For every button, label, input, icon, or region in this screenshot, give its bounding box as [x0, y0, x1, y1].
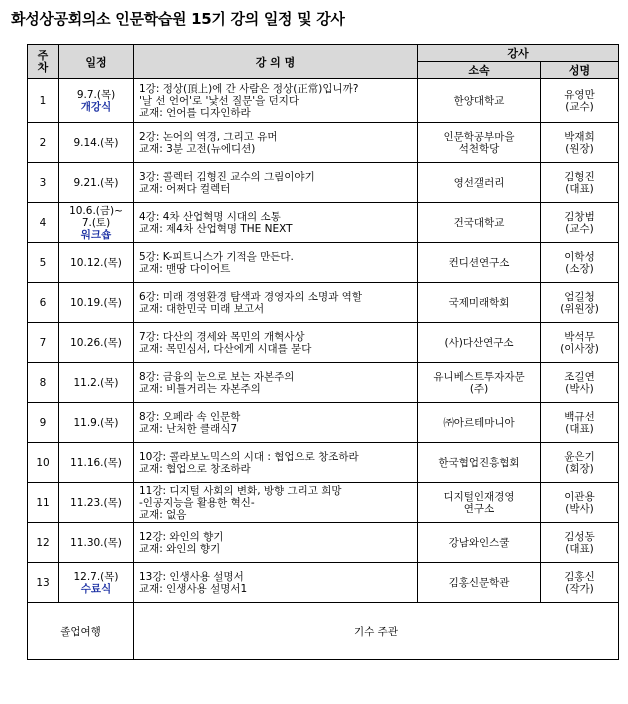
cell-line: (교수) — [565, 222, 594, 235]
cell-line: 백규선 — [564, 410, 595, 423]
affiliation-cell — [418, 243, 541, 283]
lecturer-name-cell — [541, 403, 619, 443]
lecture-cell — [134, 483, 418, 523]
lecture-cell — [134, 443, 418, 483]
cell-line: 윤은기 — [564, 450, 595, 463]
cell-line: 김형진 — [564, 170, 595, 183]
lecturer-name-cell — [541, 323, 619, 363]
event-note: 개강식 — [80, 100, 112, 113]
cell-line: 교재: 와인의 향기 — [139, 542, 221, 555]
cell-line: (위원장) — [560, 302, 599, 315]
cell-line: 10.26.(목) — [70, 336, 122, 349]
affiliation-cell — [418, 283, 541, 323]
lecturer-name-cell — [541, 203, 619, 243]
date-cell — [59, 563, 134, 603]
table-row — [28, 123, 619, 163]
cell-line: 교재: 맨땅 다이어트 — [139, 262, 231, 275]
date-cell — [59, 523, 134, 563]
cell-line: 박재희 — [564, 130, 595, 143]
table-row — [28, 163, 619, 203]
affiliation-cell — [418, 163, 541, 203]
cell-line: 11강: 디지털 사회의 변화, 방향 그리고 희망 — [139, 484, 342, 497]
cell-line: 2강: 논어의 역경, 그리고 유머 — [139, 130, 278, 143]
lecturer-name-cell — [541, 79, 619, 123]
header-date: 일정 — [59, 45, 134, 79]
table-row — [28, 283, 619, 323]
affiliation-cell — [418, 363, 541, 403]
week-cell: 13 — [28, 563, 59, 603]
affiliation-cell — [418, 203, 541, 243]
cell-line: (이사장) — [560, 342, 599, 355]
cell-line: 강남와인스쿨 — [448, 536, 510, 549]
lecture-cell — [134, 243, 418, 283]
cell-line: 국제미래학회 — [448, 296, 510, 309]
table-row — [28, 523, 619, 563]
cell-line: 9.14.(목) — [73, 136, 119, 149]
lecture-cell — [134, 323, 418, 363]
lecture-cell — [134, 563, 418, 603]
cell-line: 한국협업진흥협회 — [438, 456, 520, 469]
cell-line: (박사) — [565, 382, 594, 395]
week-cell: 1 — [28, 79, 59, 123]
cell-line: 11.23.(목) — [70, 496, 122, 509]
affiliation-cell — [418, 483, 541, 523]
cell-line: 교재: 3분 고전(뉴에디션) — [139, 142, 256, 155]
cell-line: (소장) — [565, 262, 594, 275]
cell-line: 교재: 어쩌다 컬렉터 — [139, 182, 231, 195]
cell-line: 교재: 협업으로 창조하라 — [139, 462, 251, 475]
header-lecturer: 강사 — [418, 45, 619, 62]
week-cell: 4 — [28, 203, 59, 243]
cell-line: (교수) — [565, 100, 594, 113]
lecture-cell — [134, 523, 418, 563]
event-note: 수료식 — [80, 582, 112, 595]
cell-line: (대표) — [565, 182, 594, 195]
footer-value: 기수 주관 — [134, 603, 619, 660]
lecture-cell — [134, 363, 418, 403]
cell-line: 교재: 언어를 디자인하라 — [139, 106, 251, 119]
header-lecture: 강 의 명 — [134, 45, 418, 79]
cell-line: 컨디션연구소 — [448, 256, 510, 269]
cell-line: 9.21.(목) — [73, 176, 119, 189]
affiliation-cell — [418, 443, 541, 483]
week-cell: 7 — [28, 323, 59, 363]
affiliation-cell — [418, 563, 541, 603]
lecturer-name-cell — [541, 283, 619, 323]
cell-line: 교재: 목민심서, 다산에게 시대를 묻다 — [139, 342, 312, 355]
cell-line: 11.16.(목) — [70, 456, 122, 469]
cell-line: 7.(토) — [81, 216, 111, 229]
table-row — [28, 79, 619, 123]
lecture-cell — [134, 163, 418, 203]
schedule-table — [27, 44, 619, 660]
lecturer-name-cell — [541, 563, 619, 603]
date-cell — [59, 363, 134, 403]
cell-line: 12.7.(목) — [73, 570, 119, 583]
cell-line: 교재: 비틀거리는 자본주의 — [139, 382, 261, 395]
cell-line: 4강: 4차 산업혁명 시대의 소통 — [139, 210, 281, 223]
cell-line: (대표) — [565, 422, 594, 435]
date-cell — [59, 79, 134, 123]
week-cell: 3 — [28, 163, 59, 203]
cell-line: '날 선 언어'로 '낯선 질문'을 던지다 — [139, 94, 300, 107]
table-row — [28, 403, 619, 443]
week-cell: 2 — [28, 123, 59, 163]
cell-line: 10.19.(목) — [70, 296, 122, 309]
cell-line: 교재: 대한민국 미래 보고서 — [139, 302, 265, 315]
cell-line: 인문학공부마을 — [443, 130, 515, 143]
header-row — [28, 45, 619, 62]
cell-line: 8강: 오페라 속 인문학 — [139, 410, 241, 423]
cell-line: 이관용 — [564, 490, 595, 503]
cell-line: 교재: 없음 — [139, 508, 187, 521]
page-title: 화성상공회의소 인문학습원 15기 강의 일정 및 강사 — [11, 10, 345, 28]
affiliation-cell — [418, 123, 541, 163]
cell-line: 5강: K-피트니스가 기적을 만든다. — [139, 250, 294, 263]
cell-line: 13강: 인생사용 설명서 — [139, 570, 244, 583]
cell-line: 연구소 — [463, 502, 495, 515]
affiliation-cell — [418, 79, 541, 123]
table-row — [28, 483, 619, 523]
lecture-cell — [134, 283, 418, 323]
cell-line: (원장) — [565, 142, 594, 155]
cell-line: 김성동 — [564, 530, 595, 543]
cell-line: 11.30.(목) — [70, 536, 122, 549]
cell-line: (사)다산연구소 — [444, 336, 514, 349]
date-cell — [59, 163, 134, 203]
cell-line: 디지털인재경영 — [443, 490, 515, 503]
date-cell — [59, 323, 134, 363]
affiliation-cell — [418, 403, 541, 443]
lecture-cell — [134, 203, 418, 243]
lecturer-name-cell — [541, 483, 619, 523]
cell-line: 교재: 인생사용 설명서1 — [139, 582, 248, 595]
cell-line: 11.9.(목) — [73, 416, 119, 429]
cell-line: (대표) — [565, 542, 594, 555]
cell-line: 김홍신문학관 — [448, 576, 510, 589]
cell-line: 9.7.(목) — [76, 88, 116, 101]
schedule-rows — [28, 79, 619, 603]
cell-line: (주) — [469, 382, 489, 395]
cell-line: 7강: 다산의 경세와 목민의 개혁사상 — [139, 330, 305, 343]
cell-line: -인공지능을 활용한 혁신- — [139, 496, 255, 509]
week-cell: 8 — [28, 363, 59, 403]
table-row — [28, 443, 619, 483]
lecturer-name-cell — [541, 123, 619, 163]
cell-line: 유니베스트투자자문 — [433, 370, 525, 383]
cell-line: 엄길청 — [564, 290, 595, 303]
lecture-cell — [134, 79, 418, 123]
cell-line: 10강: 콜라보노믹스의 시대 : 협업으로 창조하라 — [139, 450, 359, 463]
date-cell — [59, 123, 134, 163]
lecturer-name-cell — [541, 443, 619, 483]
cell-line: 10.6.(금)~ — [69, 204, 123, 217]
lecture-cell — [134, 123, 418, 163]
cell-line: 김창범 — [564, 210, 595, 223]
cell-line: 박석무 — [564, 330, 595, 343]
event-note: 워크숍 — [80, 228, 112, 241]
lecture-cell — [134, 403, 418, 443]
week-cell: 12 — [28, 523, 59, 563]
table-row — [28, 243, 619, 283]
cell-line: 김홍신 — [564, 570, 595, 583]
footer-row — [28, 603, 619, 660]
date-cell — [59, 443, 134, 483]
cell-line: 영선갤러리 — [453, 176, 505, 189]
week-cell: 6 — [28, 283, 59, 323]
cell-line: 10.12.(목) — [70, 256, 122, 269]
header-affiliation: 소속 — [418, 62, 541, 79]
affiliation-cell — [418, 523, 541, 563]
cell-line: 3강: 콜렉터 김형진 교수의 그림이야기 — [139, 170, 315, 183]
table-row — [28, 363, 619, 403]
week-cell: 9 — [28, 403, 59, 443]
affiliation-cell — [418, 323, 541, 363]
date-cell — [59, 483, 134, 523]
cell-line: 석천학당 — [458, 142, 500, 155]
header-week: 주 차 — [28, 45, 59, 79]
cell-line: (박사) — [565, 502, 594, 515]
table-row — [28, 203, 619, 243]
week-cell: 5 — [28, 243, 59, 283]
table-row — [28, 323, 619, 363]
header-name: 성명 — [541, 62, 619, 79]
lecturer-name-cell — [541, 523, 619, 563]
date-cell — [59, 283, 134, 323]
week-cell: 11 — [28, 483, 59, 523]
cell-line: 1강: 정상(頂上)에 간 사람은 정상(正常)입니까? — [139, 82, 359, 95]
cell-line: 조길연 — [564, 370, 595, 383]
lecturer-name-cell — [541, 243, 619, 283]
table-row — [28, 563, 619, 603]
cell-line: 건국대학교 — [453, 216, 505, 229]
cell-line: 한양대학교 — [453, 94, 505, 107]
cell-line: ㈜아르테마니아 — [443, 416, 515, 429]
cell-line: 12강: 와인의 향기 — [139, 530, 224, 543]
cell-line: 이학성 — [564, 250, 595, 263]
date-cell — [59, 243, 134, 283]
cell-line: 교재: 난처한 클래식7 — [139, 422, 238, 435]
date-cell — [59, 203, 134, 243]
footer-label: 졸업여행 — [28, 603, 134, 660]
lecturer-name-cell — [541, 363, 619, 403]
week-cell: 10 — [28, 443, 59, 483]
cell-line: 유영만 — [564, 88, 595, 101]
cell-line: 8강: 금융의 눈으로 보는 자본주의 — [139, 370, 295, 383]
cell-line: (작가) — [565, 582, 594, 595]
cell-line: 11.2.(목) — [73, 376, 119, 389]
date-cell — [59, 403, 134, 443]
cell-line: (회장) — [565, 462, 594, 475]
lecturer-name-cell — [541, 163, 619, 203]
cell-line: 6강: 미래 경영환경 탐색과 경영자의 소명과 역할 — [139, 290, 362, 303]
cell-line: 교재: 제4차 산업혁명 THE NEXT — [139, 222, 293, 235]
